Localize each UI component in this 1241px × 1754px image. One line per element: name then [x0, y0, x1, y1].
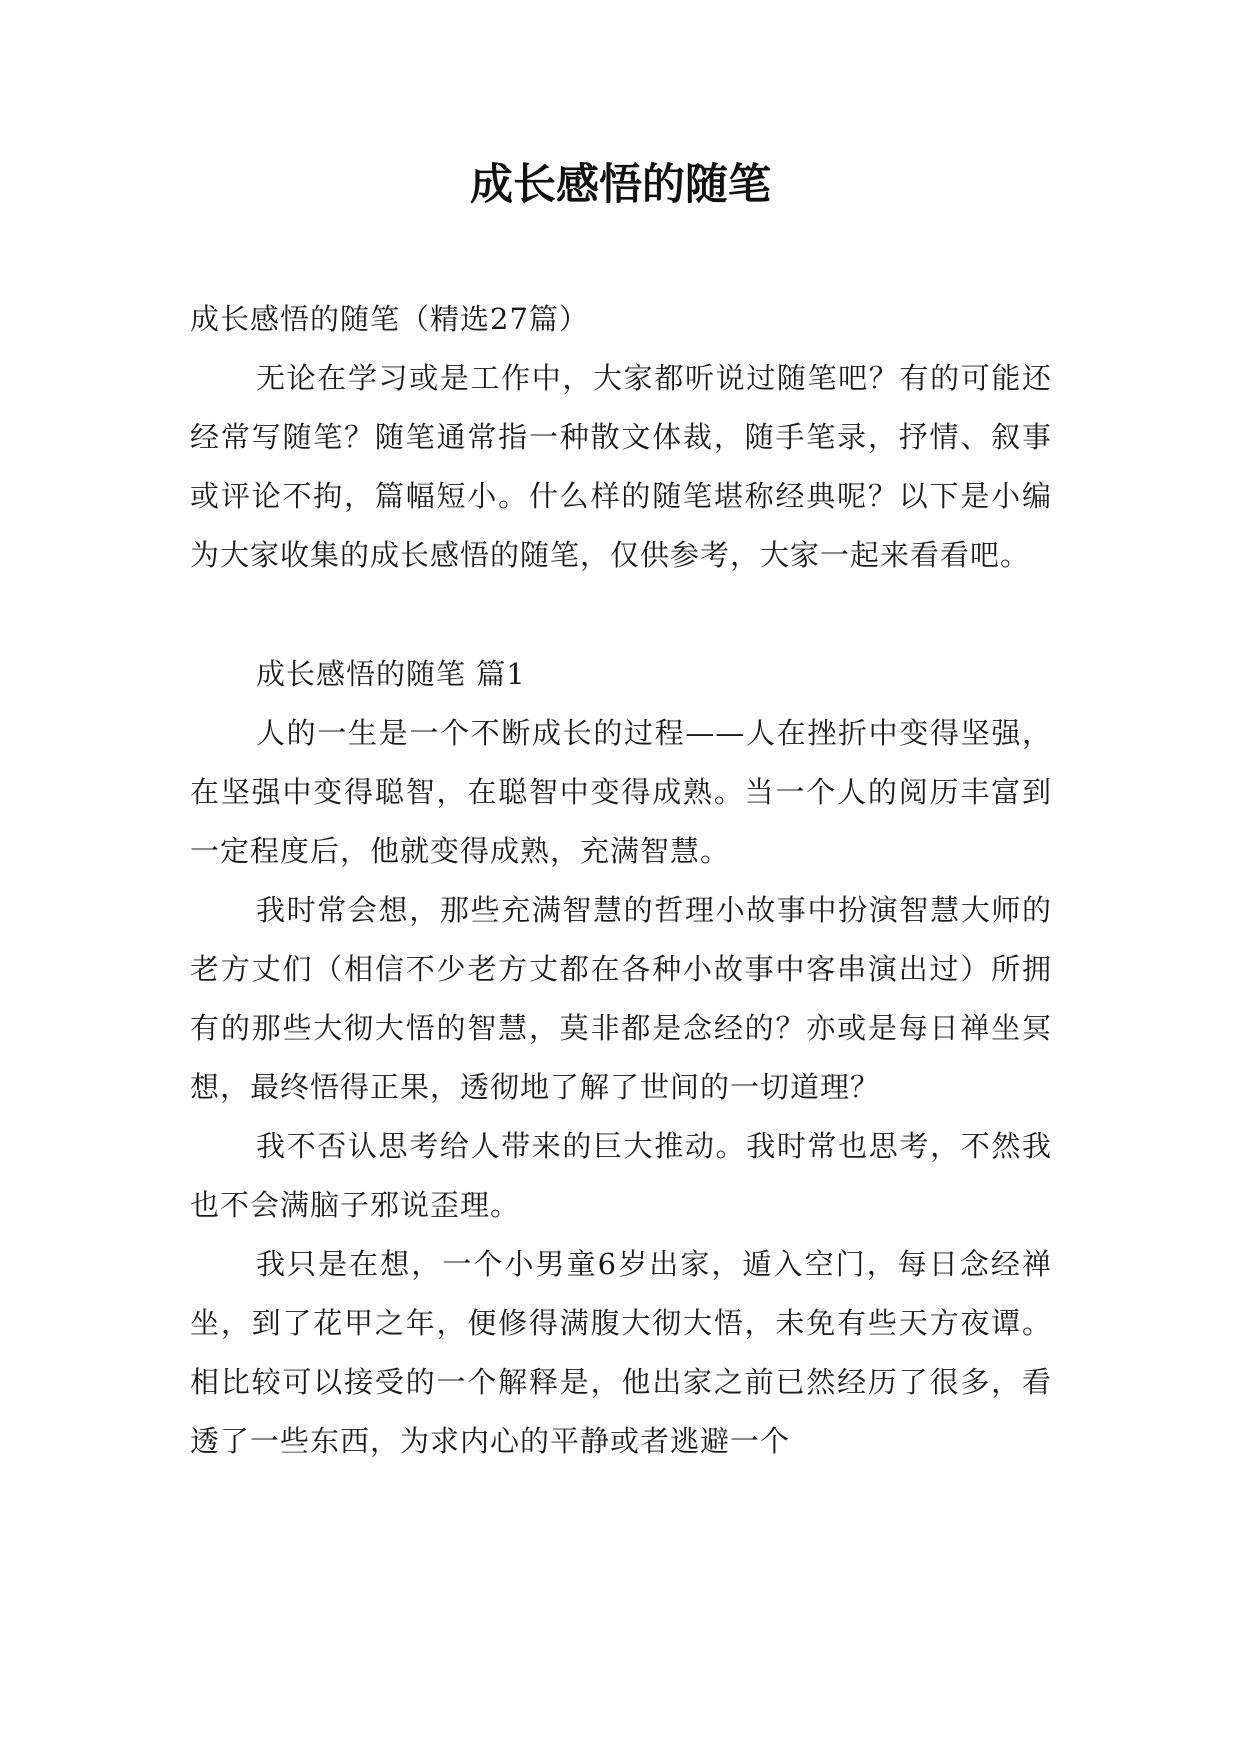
document-title: 成长感悟的随笔 [470, 160, 771, 210]
section-spacer [190, 585, 1052, 645]
body-paragraph: 人的一生是一个不断成长的过程——人在挫折中变得坚强，在坚强中变得聪智，在聪智中变得成熟。当一个人的阅历丰富到一定程度后，他就变得成熟，充满智慧。 [190, 716, 1052, 868]
body-paragraph: 我时常会想，那些充满智慧的哲理小故事中扮演智慧大师的老方丈们（相信不少老方丈都在各种小故事中客串演出过）所拥有的那些大彻大悟的智慧，莫非都是念经的？亦或是每日禅坐冥想，最终悟得正果，透彻地了解了世间的一切道理？ [190, 893, 1052, 1104]
intro-paragraph: 无论在学习或是工作中，大家都听说过随笔吧？有的可能还经常写随笔？随笔通常指一种散文体裁，随手笔录，抒情、叙事或评论不拘，篇幅短小。什么样的随笔堪称经典呢？以下是小编为大家收集的成长感悟的随笔，仅供参考，大家一起来看看吧。 [190, 361, 1052, 572]
body-paragraph: 我不否认思考给人带来的巨大推动。我时常也思考，不然我也不会满脑子邪说歪理。 [190, 1129, 1052, 1222]
document-body [190, 290, 1052, 1471]
body-paragraph: 我只是在想，一个小男童6岁出家，遁入空门，每日念经禅坐，到了花甲之年，便修得满腹大彻大悟，未免有些天方夜谭。相比较可以接受的一个解释是，他出家之前已然经历了很多，看透了一些东西，为求内心的平静或者逃避一个 [190, 1247, 1052, 1458]
section-heading: 成长感悟的随笔 篇1 [256, 657, 526, 691]
document-subtitle: 成长感悟的随笔（精选27篇） [190, 302, 589, 336]
